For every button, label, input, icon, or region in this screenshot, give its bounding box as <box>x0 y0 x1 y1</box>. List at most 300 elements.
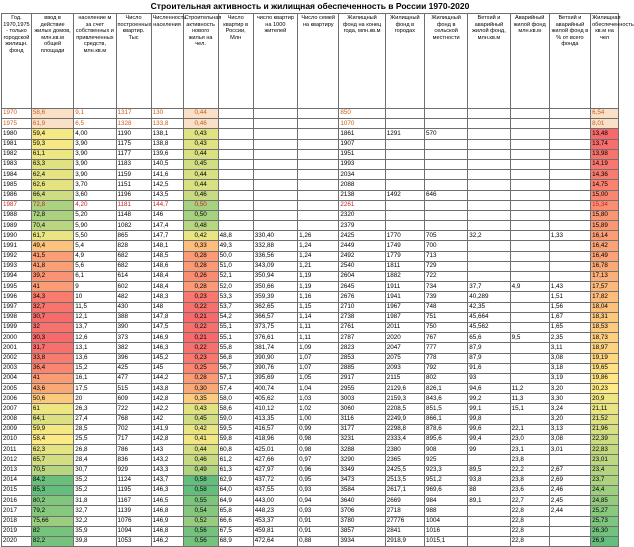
column-header-4: Численность населения <box>151 14 183 109</box>
table-cell: 2010 <box>2 435 32 445</box>
table-cell: 1,33 <box>549 231 590 241</box>
table-row <box>2 363 619 373</box>
table-cell: 1999 <box>2 322 32 332</box>
table-cell: 2129,6 <box>385 384 424 394</box>
table-cell: 59,0 <box>218 414 253 424</box>
table-row <box>2 272 619 282</box>
table-cell: 3640 <box>339 496 385 506</box>
table-cell: 2617,1 <box>385 485 424 495</box>
table-cell: 6,54 <box>591 109 619 119</box>
table-cell: 2000 <box>2 333 32 343</box>
table-row <box>2 373 619 383</box>
table-cell: 2676 <box>339 292 385 302</box>
table-cell: 722 <box>116 404 151 414</box>
table-cell: 64,1 <box>31 414 73 424</box>
table-cell: 65,8 <box>218 506 253 516</box>
table-cell <box>510 221 549 231</box>
column-header-10: Жилищный фонд в городах <box>385 14 424 109</box>
table-cell: 14,75 <box>591 180 619 190</box>
table-cell: 58,6 <box>31 109 73 119</box>
table-cell: 3,20 <box>549 414 590 424</box>
table-cell: 343,09 <box>253 261 297 271</box>
table-row <box>2 180 619 190</box>
table-cell: 0,33 <box>183 241 218 251</box>
table-cell: 20,23 <box>591 384 619 394</box>
table-cell: 41 <box>31 282 73 292</box>
table-cell: 1994 <box>2 272 32 282</box>
table-row <box>2 119 619 129</box>
table-cell: 1749 <box>385 241 424 251</box>
table-cell: 9,5 <box>510 333 549 343</box>
table-cell: 1941 <box>385 292 424 302</box>
table-cell <box>468 526 510 536</box>
table-cell: 2853 <box>339 353 385 363</box>
table-cell: 0,94 <box>298 496 339 506</box>
table-cell: 23,8 <box>510 475 549 485</box>
table-cell: 2006 <box>2 394 32 404</box>
table-cell: 2320 <box>339 210 385 220</box>
table-cell: 2008 <box>2 414 32 424</box>
table-cell <box>549 129 590 139</box>
table-cell <box>549 221 590 231</box>
table-cell: 22,8 <box>510 516 549 526</box>
table-cell <box>549 180 590 190</box>
table-cell: 32,7 <box>31 302 73 312</box>
table-cell: 0,46 <box>183 119 218 129</box>
table-cell: 866,1 <box>424 414 467 424</box>
table-cell: 148,4 <box>151 282 183 292</box>
table-cell <box>549 190 590 200</box>
table-cell <box>424 170 467 180</box>
table-cell: 717 <box>116 435 151 445</box>
table-cell <box>510 180 549 190</box>
table-cell <box>468 241 510 251</box>
table-cell <box>424 221 467 231</box>
table-cell: 26,8 <box>74 445 116 455</box>
table-cell: 1016 <box>424 526 467 536</box>
table-cell: 22,39 <box>591 435 619 445</box>
table-cell: 405,62 <box>253 394 297 404</box>
table-cell <box>510 129 549 139</box>
table-cell: 1996 <box>2 292 32 302</box>
table-cell: 147,4 <box>151 221 183 231</box>
table-cell: 2159,3 <box>385 394 424 404</box>
table-title: Строительная активность и жилищная обеспеченность в России 1970-2020 <box>150 1 470 11</box>
table-cell: 0,41 <box>183 435 218 445</box>
table-cell: 13,98 <box>591 149 619 159</box>
table-cell: 0,45 <box>183 159 218 169</box>
table-cell <box>385 221 424 231</box>
table-cell: 143,3 <box>151 465 183 475</box>
table-cell: 427,97 <box>253 465 297 475</box>
table-cell: 850 <box>339 109 385 119</box>
table-cell: 148,3 <box>151 292 183 302</box>
table-cell: 41,5 <box>31 251 73 261</box>
table-cell: 362,65 <box>253 302 297 312</box>
table-cell <box>298 180 339 190</box>
table-cell: 2115 <box>385 373 424 383</box>
table-cell: 139,6 <box>151 149 183 159</box>
table-cell: 75,66 <box>31 516 73 526</box>
table-cell: 62,4 <box>31 170 73 180</box>
table-cell: 925 <box>424 455 467 465</box>
table-cell: 52,0 <box>218 282 253 292</box>
table-cell: 0,97 <box>298 455 339 465</box>
table-cell: 0,23 <box>183 353 218 363</box>
table-cell: 33,8 <box>31 353 73 363</box>
table-cell <box>424 149 467 159</box>
table-cell: 20 <box>74 394 116 404</box>
table-cell <box>424 200 467 210</box>
column-header-9: Жилищный фонд на конец года, млн.кв.м <box>339 14 385 109</box>
table-cell: 43,6 <box>31 384 73 394</box>
table-cell <box>298 119 339 129</box>
table-cell: 2034 <box>339 170 385 180</box>
table-cell: 18,73 <box>591 333 619 343</box>
table-cell: 0,93 <box>298 485 339 495</box>
table-cell: 2016 <box>2 496 32 506</box>
table-cell: 133,8 <box>151 119 183 129</box>
table-cell: 366,57 <box>253 312 297 322</box>
table-cell <box>424 210 467 220</box>
table-cell: 472,64 <box>253 536 297 546</box>
table-cell: 437,55 <box>253 485 297 495</box>
table-cell: 1492 <box>385 190 424 200</box>
table-cell: 390,76 <box>253 363 297 373</box>
table-cell: 36,4 <box>31 363 73 373</box>
table-cell: 2208,5 <box>385 404 424 414</box>
table-cell: 10 <box>74 292 116 302</box>
table-row <box>2 496 619 506</box>
table-cell: 1,26 <box>298 231 339 241</box>
table-cell: 138,1 <box>151 129 183 139</box>
table-cell: 2013 <box>2 465 32 475</box>
table-cell: 19,19 <box>591 353 619 363</box>
table-cell: 27,4 <box>74 414 116 424</box>
table-cell: 0,54 <box>183 506 218 516</box>
table-row <box>2 149 619 159</box>
table-cell: 22,8 <box>510 536 549 546</box>
table-cell: 23,6 <box>510 485 549 495</box>
table-cell: 2,45 <box>549 496 590 506</box>
table-cell: 2249,9 <box>385 414 424 424</box>
table-cell <box>510 261 549 271</box>
table-cell: 59,9 <box>31 424 73 434</box>
table-cell: 88 <box>468 485 510 495</box>
table-cell <box>253 139 297 149</box>
table-cell <box>510 119 549 129</box>
table-cell <box>549 455 590 465</box>
table-cell <box>218 180 253 190</box>
table-cell: 0,98 <box>298 445 339 455</box>
table-cell: 146 <box>151 210 183 220</box>
table-cell: 22,7 <box>510 496 549 506</box>
column-header-5: Строительная активность нового жилья на чел. <box>183 14 218 109</box>
table-cell: 146,9 <box>151 333 183 343</box>
table-cell <box>298 139 339 149</box>
table-cell: 722 <box>424 272 467 282</box>
table-cell: 1,09 <box>298 343 339 353</box>
table-cell: 3,90 <box>74 170 116 180</box>
table-cell: 700 <box>424 241 467 251</box>
table-cell: 146,3 <box>151 343 183 353</box>
table-row <box>2 424 619 434</box>
table-cell <box>298 170 339 180</box>
table-cell: 94,6 <box>468 384 510 394</box>
table-cell: 146,2 <box>151 536 183 546</box>
table-cell: 3,90 <box>74 149 116 159</box>
table-cell: 18,04 <box>591 302 619 312</box>
table-cell: 1,07 <box>298 363 339 373</box>
table-cell <box>549 149 590 159</box>
table-row <box>2 333 619 343</box>
table-cell: 13,6 <box>74 353 116 363</box>
housing-table <box>1 13 634 547</box>
table-cell: 16,42 <box>591 241 619 251</box>
table-cell: 0,49 <box>183 465 218 475</box>
column-header-11: Жилищный фонд в сельской местности <box>424 14 467 109</box>
table-cell: 21,11 <box>591 404 619 414</box>
table-cell: 482 <box>116 292 151 302</box>
table-cell: 59,3 <box>31 139 73 149</box>
table-cell <box>468 221 510 231</box>
table-cell: 8,01 <box>591 119 619 129</box>
table-cell: 734 <box>424 282 467 292</box>
table-cell: 141,9 <box>151 424 183 434</box>
column-header-6: Число квартир в России, Млн <box>218 14 253 109</box>
table-cell: 16,49 <box>591 251 619 261</box>
table-cell <box>510 190 549 200</box>
column-header-12: Ветхий и аварийный жилой фонд, млн.кв.м <box>468 14 510 109</box>
table-cell: 27776 <box>385 516 424 526</box>
table-cell: 1094 <box>116 526 151 536</box>
table-cell: 87,9 <box>468 353 510 363</box>
table-cell: 41 <box>31 373 73 383</box>
table-cell: 2669 <box>385 496 424 506</box>
table-cell <box>510 149 549 159</box>
table-row <box>2 210 619 220</box>
table-cell: 2761 <box>339 322 385 332</box>
table-cell: 72,8 <box>31 210 73 220</box>
table-cell: 2841 <box>385 526 424 536</box>
table-cell: 35,9 <box>74 526 116 536</box>
table-cell: 5,6 <box>74 261 116 271</box>
table-cell: 48,8 <box>218 231 253 241</box>
table-cell: 1970 <box>2 109 32 119</box>
table-cell: 373 <box>116 333 151 343</box>
table-cell: 0,28 <box>183 373 218 383</box>
table-cell: 2,69 <box>549 475 590 485</box>
table-cell: 144,7 <box>151 200 183 210</box>
table-cell <box>549 241 590 251</box>
table-cell: 0,23 <box>183 292 218 302</box>
table-cell: 0,93 <box>298 506 339 516</box>
table-cell: 1,03 <box>298 394 339 404</box>
table-cell: 748 <box>424 302 467 312</box>
table-cell: 0,28 <box>183 282 218 292</box>
table-cell: 0,42 <box>183 231 218 241</box>
table-cell: 3,70 <box>74 180 116 190</box>
table-cell: 1967 <box>385 302 424 312</box>
table-cell: 142,5 <box>151 180 183 190</box>
table-cell: 751 <box>424 312 467 322</box>
table-cell: 477 <box>116 373 151 383</box>
table-cell: 61,9 <box>31 119 73 129</box>
table-cell <box>549 200 590 210</box>
table-cell: 1159 <box>116 170 151 180</box>
table-cell <box>385 139 424 149</box>
table-cell: 0,43 <box>183 404 218 414</box>
table-cell: 1,15 <box>298 302 339 312</box>
table-cell: 3,01 <box>549 445 590 455</box>
table-row <box>2 384 619 394</box>
table-cell: 23,0 <box>510 435 549 445</box>
table-cell: 18,97 <box>591 343 619 353</box>
table-cell: 52,1 <box>218 272 253 282</box>
table-cell: 42,35 <box>468 302 510 312</box>
table-cell: 2885 <box>339 363 385 373</box>
table-row <box>2 170 619 180</box>
table-cell: 459,81 <box>253 526 297 536</box>
table-cell: 2,35 <box>549 333 590 343</box>
table-cell: 0,46 <box>183 190 218 200</box>
table-cell: 146,9 <box>151 516 183 526</box>
table-cell: 3003 <box>339 394 385 404</box>
table-cell: 14,36 <box>591 170 619 180</box>
table-cell: 0,95 <box>298 475 339 485</box>
table-cell <box>468 455 510 465</box>
table-cell: 1195 <box>116 485 151 495</box>
table-cell: 382 <box>116 343 151 353</box>
table-cell: 0,44 <box>183 170 218 180</box>
table-cell: 1,19 <box>298 282 339 292</box>
table-cell: 26,30 <box>591 526 619 536</box>
table-cell: 53,3 <box>218 292 253 302</box>
table-cell: 16,1 <box>74 373 116 383</box>
table-cell: 1,11 <box>298 322 339 332</box>
table-cell: 0,96 <box>298 465 339 475</box>
table-row <box>2 292 619 302</box>
table-cell: 58,6 <box>218 404 253 414</box>
table-cell: 89,1 <box>468 496 510 506</box>
table-cell: 1,14 <box>298 312 339 322</box>
table-cell: 1988 <box>2 210 32 220</box>
table-cell: 2012 <box>2 455 32 465</box>
table-cell: 2001 <box>2 343 32 353</box>
table-cell: 57,4 <box>218 384 253 394</box>
table-cell: 802 <box>424 373 467 383</box>
table-cell: 448,23 <box>253 506 297 516</box>
table-row <box>2 302 619 312</box>
table-cell: 57,1 <box>218 373 253 383</box>
table-cell: 1,07 <box>298 353 339 363</box>
table-row <box>2 200 619 210</box>
table-cell: 32,2 <box>74 516 116 526</box>
table-cell: 61,7 <box>31 231 73 241</box>
table-cell: 1076 <box>116 516 151 526</box>
table-cell: 350,66 <box>253 282 297 292</box>
table-cell: 1,16 <box>298 292 339 302</box>
table-row <box>2 231 619 241</box>
column-header-13: Аварийный жилой фонд млн.кв.м <box>510 14 549 109</box>
table-cell: 14,19 <box>591 159 619 169</box>
table-cell: 15,1 <box>510 404 549 414</box>
column-header-2: население м за счет собственных и привлеченных средств, млн.кв.м <box>74 14 116 109</box>
table-cell: 1770 <box>385 231 424 241</box>
table-cell: 143,7 <box>151 475 183 485</box>
table-cell: 0,91 <box>298 526 339 536</box>
table-cell: 437,72 <box>253 475 297 485</box>
table-cell: 1993 <box>339 159 385 169</box>
table-cell <box>253 190 297 200</box>
table-cell: 0,26 <box>183 272 218 282</box>
table-cell: 895,6 <box>424 435 467 445</box>
table-row <box>2 159 619 169</box>
table-cell: 1183 <box>116 159 151 169</box>
table-cell: 1811 <box>385 261 424 271</box>
table-cell <box>468 516 510 526</box>
column-header-1: ввод в действие жилых домов, млн.кв.м общей площади <box>31 14 73 109</box>
table-cell: 50,6 <box>31 394 73 404</box>
table-cell <box>218 200 253 210</box>
table-cell <box>549 139 590 149</box>
table-row <box>2 241 619 251</box>
table-cell: 22,1 <box>510 424 549 434</box>
table-cell <box>385 200 424 210</box>
table-cell <box>549 251 590 261</box>
table-cell <box>468 170 510 180</box>
table-cell: 25,27 <box>591 506 619 516</box>
table-cell: 729 <box>424 261 467 271</box>
table-cell: 3857 <box>339 526 385 536</box>
table-cell <box>510 292 549 302</box>
table-cell: 425 <box>116 363 151 373</box>
table-cell <box>468 119 510 129</box>
table-cell: 3,13 <box>549 424 590 434</box>
table-cell: 0,43 <box>183 139 218 149</box>
table-cell: 148 <box>151 302 183 312</box>
table-cell <box>218 159 253 169</box>
table-cell: 332,88 <box>253 241 297 251</box>
table-cell: 87,9 <box>468 343 510 353</box>
table-cell: 130 <box>151 109 183 119</box>
table-cell <box>549 210 590 220</box>
table-row <box>2 414 619 424</box>
table-cell: 49,4 <box>31 241 73 251</box>
table-cell <box>549 159 590 169</box>
table-cell: 390 <box>116 322 151 332</box>
table-cell: 350,94 <box>253 272 297 282</box>
table-cell: 3934 <box>339 536 385 546</box>
table-cell: 430 <box>116 302 151 312</box>
table-cell: 2645 <box>339 282 385 292</box>
table-cell <box>385 119 424 129</box>
table-cell: 1992 <box>2 251 32 261</box>
table-cell: 55,8 <box>218 343 253 353</box>
table-cell <box>253 109 297 119</box>
table-cell: 1998 <box>2 312 32 322</box>
table-cell: 56,8 <box>218 353 253 363</box>
table-cell: 66,4 <box>31 190 73 200</box>
table-cell: 792 <box>424 363 467 373</box>
table-row <box>2 445 619 455</box>
table-cell: 3,60 <box>74 190 116 200</box>
table-cell: 1082 <box>116 221 151 231</box>
table-cell <box>468 109 510 119</box>
table-cell: 3,30 <box>549 394 590 404</box>
table-cell: 1181 <box>116 200 151 210</box>
table-cell: 61,1 <box>31 149 73 159</box>
